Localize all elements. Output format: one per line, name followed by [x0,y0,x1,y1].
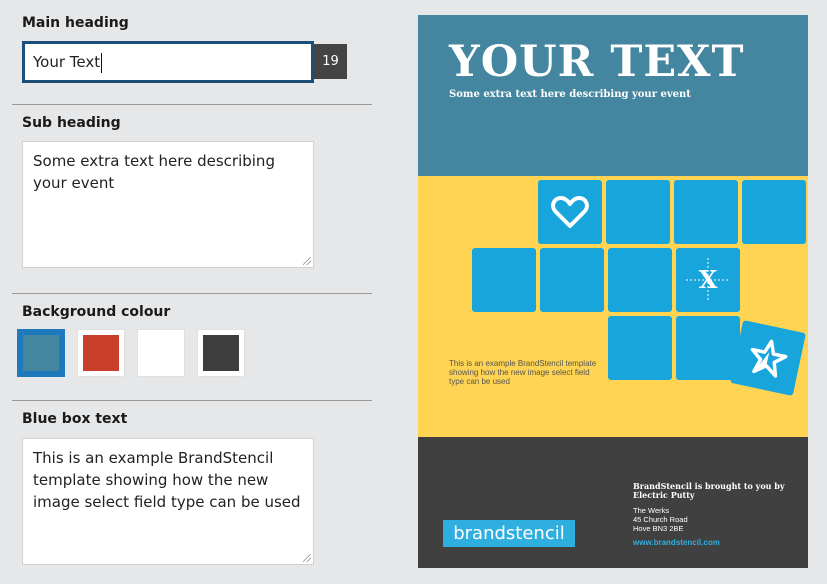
poster-preview [418,15,808,568]
poster-url[interactable]: www.brandstencil.com [633,538,720,547]
blue-box-value: This is an example BrandStencil template showing how the new image select field type can be used [33,449,301,511]
puzzle-tile [540,248,604,312]
star-icon [730,320,806,396]
svg-text:X: X [698,265,718,294]
swatch-red[interactable] [77,329,125,377]
swatch-fill [83,335,119,371]
divider [12,104,372,105]
brandstencil-logo: brandstencil [443,520,575,547]
swatch-fill [203,335,239,371]
char-counter: 19 [314,44,347,79]
poster-subheading: Some extra text here describing your event [449,89,691,100]
sub-heading-value: Some extra text here describing your event [33,152,275,192]
swatch-white[interactable] [137,329,185,377]
poster-heading: YOUR TEXT [449,37,745,87]
blue-box-text-label: Blue box text [22,411,128,427]
puzzle-tile [676,316,740,380]
x-icon [676,248,740,312]
main-heading-value: Your Text [33,53,101,71]
divider [12,293,372,294]
poster-blue-box-text: This is an example BrandStencil template showing how the new image select field type can be used [449,359,597,386]
poster-bottom-band [418,437,808,568]
puzzle-tile [608,248,672,312]
puzzle-tile [676,248,740,312]
sub-heading-textarea[interactable] [22,141,314,268]
blue-box-textarea[interactable] [22,438,314,565]
swatch-fill [23,335,59,371]
heart-icon [538,180,602,244]
editor-panel [0,0,390,584]
puzzle-tile [608,316,672,380]
poster-credit: BrandStencil is brought to you by Electric Putty [633,481,785,500]
puzzle-tile [538,180,602,244]
main-heading-label: Main heading [22,15,129,31]
address-line: 45 Church Road [633,515,688,524]
puzzle-tile [730,320,806,396]
swatch-charcoal[interactable] [197,329,245,377]
main-heading-input[interactable] [22,41,314,83]
puzzle-tile [742,180,806,244]
puzzle-tile [674,180,738,244]
resize-handle-icon[interactable] [303,554,311,562]
sub-heading-label: Sub heading [22,115,121,131]
divider [12,400,372,401]
swatch-steel-blue[interactable] [17,329,65,377]
puzzle-tile [472,248,536,312]
background-colour-label: Background colour [22,304,171,320]
swatch-fill [143,335,179,371]
text-caret [101,53,102,73]
address-line: The Werks [633,506,670,515]
resize-handle-icon[interactable] [303,257,311,265]
address-line: Hove BN3 2BE [633,524,684,533]
puzzle-tile [606,180,670,244]
